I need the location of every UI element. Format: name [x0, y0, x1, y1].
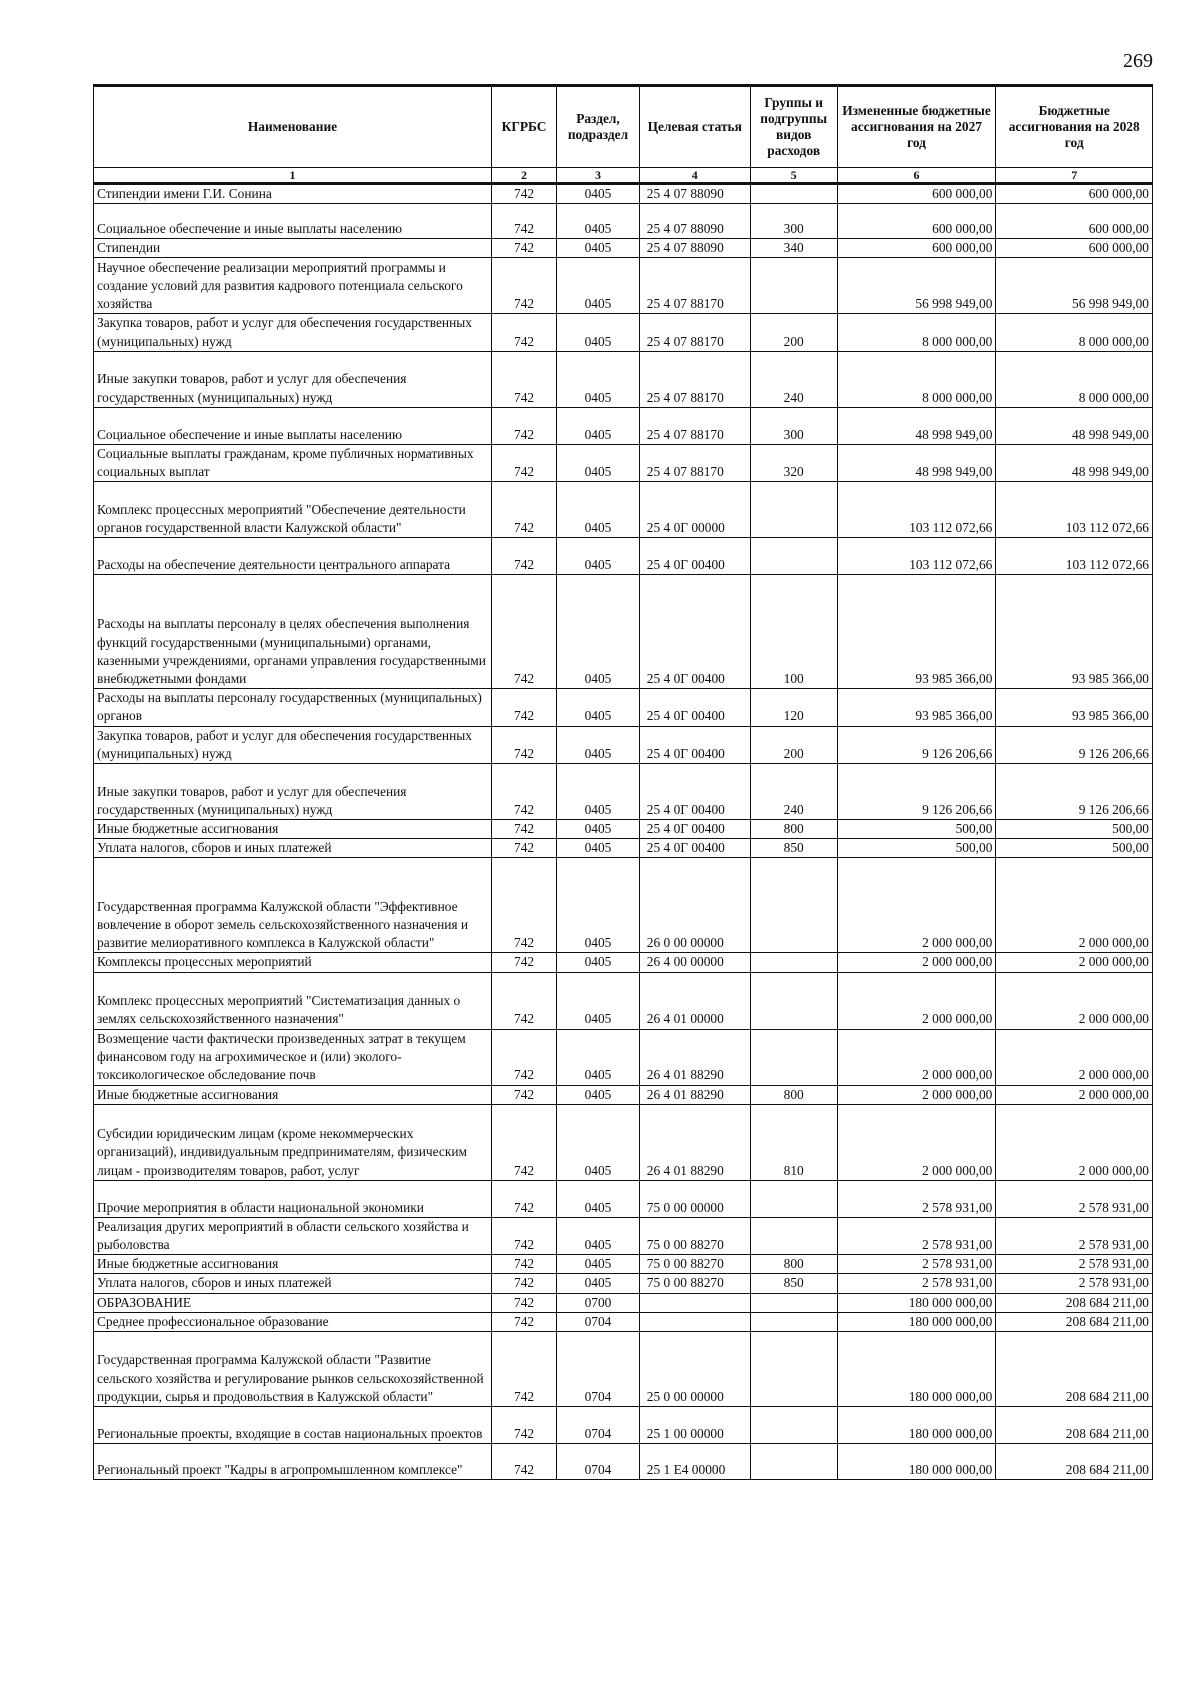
- row-amount-2028: 500,00: [996, 820, 1153, 839]
- row-section: 0405: [557, 1255, 640, 1274]
- column-number: 5: [750, 168, 837, 184]
- row-expense-group: [750, 1217, 837, 1254]
- row-kgrbs: 742: [491, 1029, 556, 1085]
- row-section: 0405: [557, 1180, 640, 1217]
- row-name: Иные бюджетные ассигнования: [94, 1085, 492, 1104]
- row-amount-2027: 93 985 366,00: [837, 689, 996, 726]
- row-expense-group: 800: [750, 1255, 837, 1274]
- row-expense-group: 240: [750, 351, 837, 407]
- row-kgrbs: 742: [491, 444, 556, 481]
- row-amount-2027: 180 000 000,00: [837, 1407, 996, 1444]
- row-target-article: 25 1 Е4 00000: [639, 1444, 750, 1480]
- row-expense-group: [750, 1312, 837, 1331]
- row-amount-2027: 9 126 206,66: [837, 764, 996, 820]
- row-amount-2027: 48 998 949,00: [837, 407, 996, 444]
- table-row: [94, 1255, 1153, 1274]
- row-amount-2028: 2 000 000,00: [996, 1104, 1153, 1180]
- row-amount-2027: 103 112 072,66: [837, 538, 996, 575]
- row-section: 0704: [557, 1312, 640, 1331]
- row-target-article: 75 0 00 00000: [639, 1180, 750, 1217]
- row-amount-2027: 103 112 072,66: [837, 482, 996, 538]
- row-target-article: 25 4 07 88170: [639, 314, 750, 351]
- row-name: Иные бюджетные ассигнования: [94, 820, 492, 839]
- row-amount-2028: 208 684 211,00: [996, 1312, 1153, 1331]
- row-name: Среднее профессиональное образование: [94, 1312, 492, 1331]
- row-section: 0405: [557, 726, 640, 763]
- row-amount-2027: 56 998 949,00: [837, 258, 996, 314]
- row-section: 0405: [557, 575, 640, 689]
- header-amount-2028: Бюджетные ассигнования на 2028 год: [996, 86, 1153, 168]
- row-name: Закупка товаров, работ и услуг для обеспечения государственных (муниципальных) нужд: [94, 726, 492, 763]
- table-row: [94, 689, 1153, 726]
- row-amount-2027: 180 000 000,00: [837, 1293, 996, 1312]
- row-amount-2027: 93 985 366,00: [837, 575, 996, 689]
- row-amount-2027: 2 578 931,00: [837, 1255, 996, 1274]
- table-row: [94, 575, 1153, 689]
- table-header-row: [94, 86, 1153, 168]
- row-kgrbs: 742: [491, 314, 556, 351]
- row-name: Уплата налогов, сборов и иных платежей: [94, 1274, 492, 1293]
- row-kgrbs: 742: [491, 184, 556, 204]
- row-amount-2028: 208 684 211,00: [996, 1293, 1153, 1312]
- row-name: Реализация других мероприятий в области сельского хозяйства и рыболовства: [94, 1217, 492, 1254]
- row-kgrbs: 742: [491, 1407, 556, 1444]
- row-expense-group: 200: [750, 726, 837, 763]
- row-target-article: 25 4 0Г 00000: [639, 482, 750, 538]
- row-amount-2027: 180 000 000,00: [837, 1312, 996, 1331]
- row-kgrbs: 742: [491, 764, 556, 820]
- row-amount-2027: 9 126 206,66: [837, 726, 996, 763]
- row-kgrbs: 742: [491, 858, 556, 953]
- row-name: Иные закупки товаров, работ и услуг для обеспечения государственных (муниципальных) нужд: [94, 351, 492, 407]
- row-target-article: [639, 1293, 750, 1312]
- column-number: 2: [491, 168, 556, 184]
- header-section: Раздел, подраздел: [557, 86, 640, 168]
- row-expense-group: 120: [750, 689, 837, 726]
- row-kgrbs: 742: [491, 538, 556, 575]
- row-target-article: 25 4 07 88090: [639, 239, 750, 258]
- table-row: [94, 1085, 1153, 1104]
- row-section: 0405: [557, 1104, 640, 1180]
- header-name: Наименование: [94, 86, 492, 168]
- row-expense-group: 800: [750, 820, 837, 839]
- row-amount-2028: 208 684 211,00: [996, 1444, 1153, 1480]
- row-amount-2027: 500,00: [837, 820, 996, 839]
- row-name: Государственная программа Калужской области "Развитие сельского хозяйства и регулирование рынков сельскохозяйственной продукции, сырья и продовольствия в Калужской области": [94, 1332, 492, 1407]
- row-target-article: 25 4 0Г 00400: [639, 538, 750, 575]
- row-target-article: 25 4 0Г 00400: [639, 575, 750, 689]
- table-row: [94, 1444, 1153, 1480]
- table-row: [94, 314, 1153, 351]
- row-amount-2027: 2 578 931,00: [837, 1274, 996, 1293]
- table-row: [94, 258, 1153, 314]
- row-target-article: [639, 1312, 750, 1331]
- row-section: 0405: [557, 184, 640, 204]
- column-number: 3: [557, 168, 640, 184]
- row-name: Научное обеспечение реализации мероприятий программы и создание условий для развития кадрового потенциала сельского хозяйства: [94, 258, 492, 314]
- row-target-article: 25 4 0Г 00400: [639, 839, 750, 858]
- row-name: Социальное обеспечение и иные выплаты населению: [94, 204, 492, 239]
- row-name: Региональные проекты, входящие в состав национальных проектов: [94, 1407, 492, 1444]
- row-kgrbs: 742: [491, 1217, 556, 1254]
- row-name: Иные закупки товаров, работ и услуг для обеспечения государственных (муниципальных) нужд: [94, 764, 492, 820]
- row-section: 0405: [557, 972, 640, 1029]
- row-section: 0405: [557, 204, 640, 239]
- table-row: [94, 1407, 1153, 1444]
- row-section: 0405: [557, 953, 640, 972]
- column-number: 7: [996, 168, 1153, 184]
- row-expense-group: [750, 184, 837, 204]
- row-target-article: 26 4 00 00000: [639, 953, 750, 972]
- row-name: Государственная программа Калужской области "Эффективное вовлечение в оборот земель сельскохозяйственного назначения и развитие мелиоративного комплекса в Калужской области": [94, 858, 492, 953]
- row-amount-2027: 180 000 000,00: [837, 1444, 996, 1480]
- row-amount-2028: 93 985 366,00: [996, 575, 1153, 689]
- row-expense-group: [750, 482, 837, 538]
- row-section: 0405: [557, 239, 640, 258]
- table-row: [94, 204, 1153, 239]
- row-amount-2028: 2 000 000,00: [996, 1029, 1153, 1085]
- row-section: 0704: [557, 1407, 640, 1444]
- row-section: 0405: [557, 689, 640, 726]
- row-target-article: 75 0 00 88270: [639, 1217, 750, 1254]
- table-row: [94, 351, 1153, 407]
- row-kgrbs: 742: [491, 258, 556, 314]
- row-section: 0405: [557, 764, 640, 820]
- row-kgrbs: 742: [491, 953, 556, 972]
- table-row: [94, 726, 1153, 763]
- row-name: Социальное обеспечение и иные выплаты населению: [94, 407, 492, 444]
- row-target-article: 26 4 01 88290: [639, 1029, 750, 1085]
- row-kgrbs: 742: [491, 1444, 556, 1480]
- row-expense-group: 200: [750, 314, 837, 351]
- row-expense-group: [750, 538, 837, 575]
- row-expense-group: [750, 1332, 837, 1407]
- row-expense-group: [750, 1407, 837, 1444]
- row-target-article: 25 4 07 88170: [639, 351, 750, 407]
- row-target-article: 26 4 01 00000: [639, 972, 750, 1029]
- row-section: 0405: [557, 1274, 640, 1293]
- row-amount-2028: 600 000,00: [996, 184, 1153, 204]
- row-name: Расходы на выплаты персоналу государственных (муниципальных) органов: [94, 689, 492, 726]
- table-row: [94, 1332, 1153, 1407]
- row-section: 0405: [557, 351, 640, 407]
- row-kgrbs: 742: [491, 239, 556, 258]
- row-kgrbs: 742: [491, 1104, 556, 1180]
- table-row: [94, 1274, 1153, 1293]
- row-amount-2028: 500,00: [996, 839, 1153, 858]
- row-section: 0405: [557, 1217, 640, 1254]
- row-target-article: 26 0 00 00000: [639, 858, 750, 953]
- row-kgrbs: 742: [491, 1274, 556, 1293]
- row-expense-group: 850: [750, 1274, 837, 1293]
- header-group: Группы и подгруппы видов расходов: [750, 86, 837, 168]
- table-row: [94, 184, 1153, 204]
- row-expense-group: [750, 1029, 837, 1085]
- row-amount-2027: 180 000 000,00: [837, 1332, 996, 1407]
- row-amount-2028: 2 000 000,00: [996, 858, 1153, 953]
- row-section: 0700: [557, 1293, 640, 1312]
- row-expense-group: 300: [750, 204, 837, 239]
- row-kgrbs: 742: [491, 726, 556, 763]
- row-expense-group: 810: [750, 1104, 837, 1180]
- table-row: [94, 407, 1153, 444]
- row-expense-group: 340: [750, 239, 837, 258]
- row-expense-group: 300: [750, 407, 837, 444]
- table-row: [94, 820, 1153, 839]
- table-row: [94, 858, 1153, 953]
- row-target-article: 26 4 01 88290: [639, 1085, 750, 1104]
- row-amount-2028: 600 000,00: [996, 239, 1153, 258]
- row-expense-group: [750, 1180, 837, 1217]
- row-name: Субсидии юридическим лицам (кроме некоммерческих организаций), индивидуальным предпринимателям, физическим лицам - производителям товаров, работ, услуг: [94, 1104, 492, 1180]
- row-amount-2028: 103 112 072,66: [996, 538, 1153, 575]
- header-amount-2027: Измененные бюджетные ассигнования на 2027 год: [837, 86, 996, 168]
- row-section: 0405: [557, 482, 640, 538]
- row-amount-2027: 48 998 949,00: [837, 444, 996, 481]
- row-kgrbs: 742: [491, 839, 556, 858]
- row-name: Расходы на обеспечение деятельности центрального аппарата: [94, 538, 492, 575]
- row-kgrbs: 742: [491, 820, 556, 839]
- table-row: [94, 972, 1153, 1029]
- table-row: [94, 1180, 1153, 1217]
- row-target-article: 25 4 07 88090: [639, 184, 750, 204]
- table-row: [94, 482, 1153, 538]
- row-kgrbs: 742: [491, 1255, 556, 1274]
- row-section: 0405: [557, 444, 640, 481]
- table-row: [94, 538, 1153, 575]
- row-kgrbs: 742: [491, 1085, 556, 1104]
- row-name: Стипендии имени Г.И. Сонина: [94, 184, 492, 204]
- row-kgrbs: 742: [491, 351, 556, 407]
- row-name: Иные бюджетные ассигнования: [94, 1255, 492, 1274]
- row-kgrbs: 742: [491, 204, 556, 239]
- row-amount-2027: 2 578 931,00: [837, 1180, 996, 1217]
- row-amount-2028: 2 578 931,00: [996, 1255, 1153, 1274]
- row-kgrbs: 742: [491, 482, 556, 538]
- row-section: 0405: [557, 538, 640, 575]
- row-target-article: 25 1 00 00000: [639, 1407, 750, 1444]
- row-target-article: 25 4 0Г 00400: [639, 820, 750, 839]
- row-target-article: 25 0 00 00000: [639, 1332, 750, 1407]
- row-expense-group: [750, 1444, 837, 1480]
- row-amount-2028: 8 000 000,00: [996, 351, 1153, 407]
- row-expense-group: [750, 1293, 837, 1312]
- row-name: Социальные выплаты гражданам, кроме публичных нормативных социальных выплат: [94, 444, 492, 481]
- row-name: Комплексы процессных мероприятий: [94, 953, 492, 972]
- row-amount-2028: 48 998 949,00: [996, 407, 1153, 444]
- row-section: 0405: [557, 258, 640, 314]
- table-row: [94, 764, 1153, 820]
- row-target-article: 75 0 00 88270: [639, 1255, 750, 1274]
- table-row: [94, 1104, 1153, 1180]
- row-amount-2028: 208 684 211,00: [996, 1407, 1153, 1444]
- row-kgrbs: 742: [491, 972, 556, 1029]
- row-section: 0405: [557, 1029, 640, 1085]
- row-section: 0405: [557, 314, 640, 351]
- row-target-article: 25 4 0Г 00400: [639, 764, 750, 820]
- row-amount-2028: 9 126 206,66: [996, 726, 1153, 763]
- row-expense-group: 100: [750, 575, 837, 689]
- header-kgrbs: КГРБС: [491, 86, 556, 168]
- row-kgrbs: 742: [491, 575, 556, 689]
- row-amount-2027: 600 000,00: [837, 204, 996, 239]
- row-section: 0405: [557, 1085, 640, 1104]
- row-kgrbs: 742: [491, 1312, 556, 1331]
- row-amount-2028: 8 000 000,00: [996, 314, 1153, 351]
- row-name: Комплекс процессных мероприятий "Систематизация данных о землях сельскохозяйственного назначения": [94, 972, 492, 1029]
- row-amount-2028: 2 000 000,00: [996, 1085, 1153, 1104]
- row-amount-2028: 103 112 072,66: [996, 482, 1153, 538]
- row-expense-group: [750, 858, 837, 953]
- row-expense-group: [750, 972, 837, 1029]
- column-number: 1: [94, 168, 492, 184]
- row-expense-group: [750, 953, 837, 972]
- column-number: 6: [837, 168, 996, 184]
- row-target-article: 25 4 07 88090: [639, 204, 750, 239]
- header-target: Целевая статья: [639, 86, 750, 168]
- row-amount-2027: 8 000 000,00: [837, 314, 996, 351]
- row-amount-2027: 2 000 000,00: [837, 1104, 996, 1180]
- row-expense-group: [750, 258, 837, 314]
- row-kgrbs: 742: [491, 1332, 556, 1407]
- table-row: [94, 239, 1153, 258]
- row-name: Расходы на выплаты персоналу в целях обеспечения выполнения функций государственными (муниципальными) органами, казенными учреждениями, органами управления государственными внебюджетными фондами: [94, 575, 492, 689]
- table-row: [94, 1029, 1153, 1085]
- row-amount-2028: 208 684 211,00: [996, 1332, 1153, 1407]
- row-target-article: 25 4 07 88170: [639, 407, 750, 444]
- row-amount-2027: 8 000 000,00: [837, 351, 996, 407]
- table-row: [94, 839, 1153, 858]
- row-section: 0405: [557, 407, 640, 444]
- row-amount-2028: 2 000 000,00: [996, 972, 1153, 1029]
- table-row: [94, 1312, 1153, 1331]
- row-target-article: 25 4 0Г 00400: [639, 689, 750, 726]
- row-kgrbs: 742: [491, 1293, 556, 1312]
- row-amount-2027: 600 000,00: [837, 184, 996, 204]
- row-amount-2028: 2 000 000,00: [996, 953, 1153, 972]
- row-target-article: 25 4 07 88170: [639, 444, 750, 481]
- row-amount-2028: 2 578 931,00: [996, 1217, 1153, 1254]
- table-row: [94, 1217, 1153, 1254]
- row-name: Закупка товаров, работ и услуг для обеспечения государственных (муниципальных) нужд: [94, 314, 492, 351]
- row-amount-2028: 48 998 949,00: [996, 444, 1153, 481]
- row-name: Стипендии: [94, 239, 492, 258]
- row-amount-2027: 2 000 000,00: [837, 1029, 996, 1085]
- row-name: Возмещение части фактически произведенных затрат в текущем финансовом году на агрохимическое и (или) эколого-токсикологическое обследование почв: [94, 1029, 492, 1085]
- row-name: Уплата налогов, сборов и иных платежей: [94, 839, 492, 858]
- row-target-article: 26 4 01 88290: [639, 1104, 750, 1180]
- row-amount-2028: 56 998 949,00: [996, 258, 1153, 314]
- row-amount-2027: 600 000,00: [837, 239, 996, 258]
- row-amount-2028: 93 985 366,00: [996, 689, 1153, 726]
- row-amount-2028: 600 000,00: [996, 204, 1153, 239]
- row-section: 0704: [557, 1332, 640, 1407]
- row-kgrbs: 742: [491, 689, 556, 726]
- row-name: Комплекс процессных мероприятий "Обеспечение деятельности органов государственной власти Калужской области": [94, 482, 492, 538]
- row-section: 0405: [557, 839, 640, 858]
- row-expense-group: 240: [750, 764, 837, 820]
- row-section: 0405: [557, 820, 640, 839]
- table-body: [94, 184, 1153, 1480]
- row-amount-2027: 2 578 931,00: [837, 1217, 996, 1254]
- row-kgrbs: 742: [491, 407, 556, 444]
- row-expense-group: 800: [750, 1085, 837, 1104]
- row-expense-group: 320: [750, 444, 837, 481]
- row-amount-2028: 2 578 931,00: [996, 1274, 1153, 1293]
- row-amount-2027: 2 000 000,00: [837, 858, 996, 953]
- row-name: Прочие мероприятия в области национальной экономики: [94, 1180, 492, 1217]
- row-name: ОБРАЗОВАНИЕ: [94, 1293, 492, 1312]
- row-target-article: 25 4 0Г 00400: [639, 726, 750, 763]
- table-row: [94, 953, 1153, 972]
- row-amount-2027: 2 000 000,00: [837, 1085, 996, 1104]
- row-expense-group: 850: [750, 839, 837, 858]
- row-section: 0704: [557, 1444, 640, 1480]
- column-number-row: [94, 168, 1153, 184]
- budget-table: [93, 84, 1153, 1480]
- row-kgrbs: 742: [491, 1180, 556, 1217]
- row-section: 0405: [557, 858, 640, 953]
- table-row: [94, 1293, 1153, 1312]
- row-target-article: 25 4 07 88170: [639, 258, 750, 314]
- table-row: [94, 444, 1153, 481]
- row-amount-2027: 500,00: [837, 839, 996, 858]
- row-target-article: 75 0 00 88270: [639, 1274, 750, 1293]
- page-number: 269: [1123, 50, 1153, 72]
- row-amount-2027: 2 000 000,00: [837, 953, 996, 972]
- row-name: Региональный проект "Кадры в агропромышленном комплексе": [94, 1444, 492, 1480]
- row-amount-2027: 2 000 000,00: [837, 972, 996, 1029]
- column-number: 4: [639, 168, 750, 184]
- row-amount-2028: 2 578 931,00: [996, 1180, 1153, 1217]
- row-amount-2028: 9 126 206,66: [996, 764, 1153, 820]
